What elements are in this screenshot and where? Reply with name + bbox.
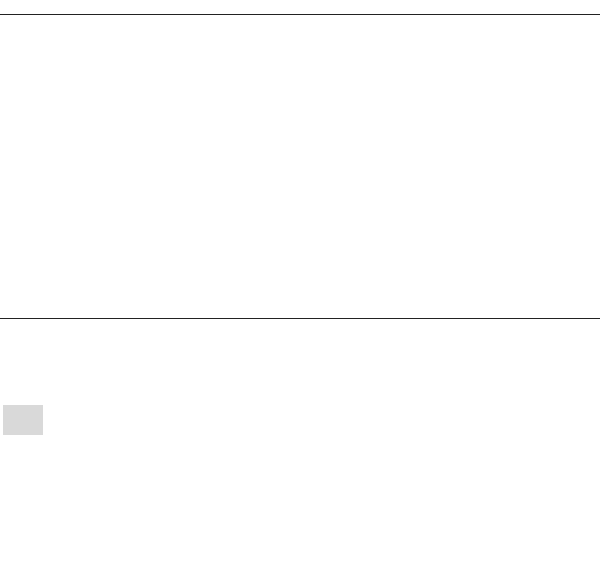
bottom-header-rule bbox=[0, 318, 600, 319]
opportunity-label bbox=[3, 405, 43, 435]
top-header-rule bbox=[0, 14, 600, 15]
